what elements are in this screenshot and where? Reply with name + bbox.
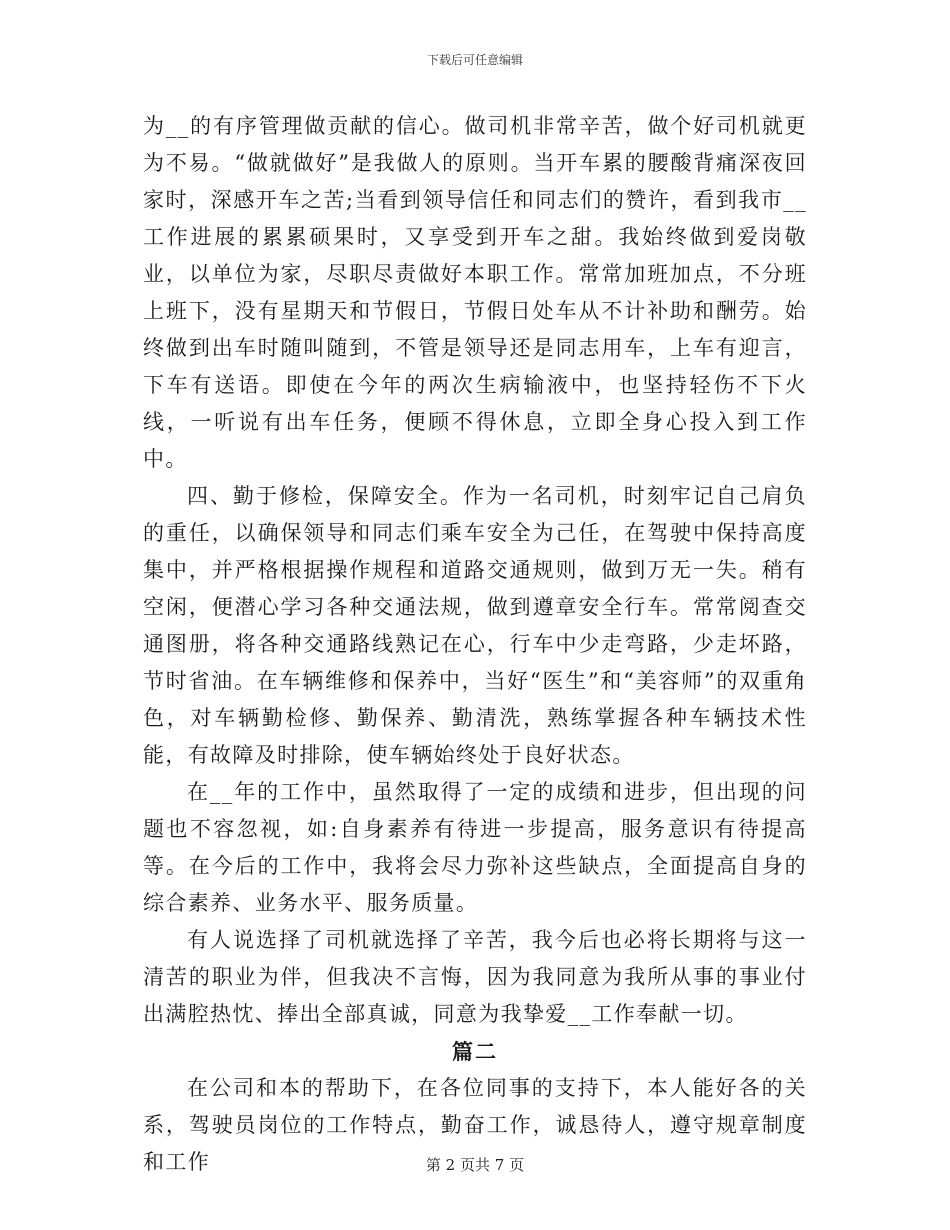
- body-text: [143, 108, 807, 1181]
- header-note: 下载后可任意编辑: [426, 53, 523, 67]
- paragraph-section-two: 在公司和本的帮助下，在各位同事的支持下，本人能好各的关系，驾驶员岗位的工作特点，勤奋工作，诚恳待人，遵守规章制度和工作: [143, 1076, 807, 1174]
- paragraph-continued: 为__的有序管理做贡献的信心。做司机非常辛苦，做个好司机就更为不易。“做就做好”是我做人的原则。当开车累的腰酸背痛深夜回家时，深感开车之苦;当看到领导信任和同志们的赞许，看到我市__工作进展的累累硕果时，又享受到开车之甜。我始终做到爱岗敬业，以单位为家，尽职尽责做好本职工作。常常加班加点，不分班上班下，没有星期天和节假日，节假日处车从不计补助和酬劳。始终做到出车时随叫随到，不管是领导还是同志用车，上车有迎言，下车有送语。即使在今年的两次生病输液中，也坚持轻伤不下火线，一听说有出车任务，便顾不得休息，立即全身心投入到工作中。: [143, 114, 807, 471]
- paragraph-problems: 在__年的工作中，虽然取得了一定的成绩和进步，但出现的问题也不容忽视，如:自身素养有待进一步提高，服务意识有待提高等。在今后的工作中，我将会尽力弥补这些缺点，全面提高自身的综合素养、业务水平、服务质量。: [143, 780, 807, 915]
- paragraph-maintenance-safety: 四、勤于修检，保障安全。作为一名司机，时刻牢记自己肩负的重任，以确保领导和同志们乘车安全为己任，在驾驶中保持高度集中，并严格根据操作规程和道路交通规则，做到万无一失。稍有空闲，便潜心学习各种交通法规，做到遵章安全行车。常常阅查交通图册，将各种交通路线熟记在心，行车中少走弯路，少走坏路，节时省油。在车辆维修和保养中，当好“医生”和“美容师”的双重角色，对车辆勤检修、勤保养、勤清洗，熟练掌握各种车辆技术性能，有故障及时排除，使车辆始终处于良好状态。: [143, 484, 807, 767]
- page-number: 第 2 页共 7 页: [425, 1156, 525, 1174]
- paragraph-closing: 有人说选择了司机就选择了辛苦，我今后也必将长期将与这一清苦的职业为伴，但我决不言悔，因为我同意为我所从事的事业付出满腔热忱、捧出全部真诚，同意为我挚爱__工作奉献一切。: [143, 928, 807, 1026]
- section-heading: 篇二: [452, 1039, 498, 1064]
